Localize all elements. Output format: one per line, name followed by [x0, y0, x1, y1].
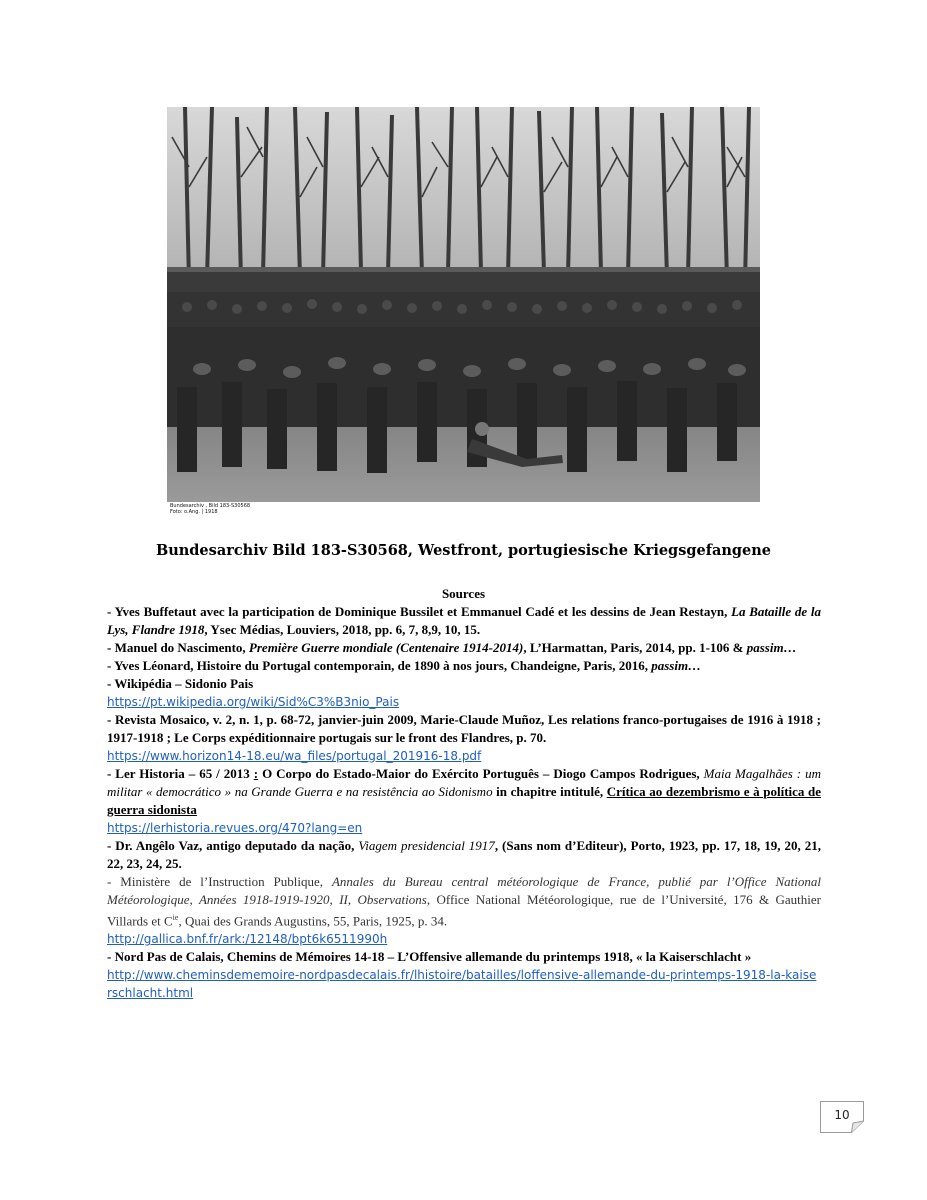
ref-text: , Office National Météorologique, rue de l’Université, 176 & Gauthier Villards et C [107, 892, 821, 929]
ref-title: Annales du Bureau central météorologique de France, publié par l’Office National Météorologique, Années 1918-1919-1920, II, Observations [107, 874, 821, 907]
reference-item [107, 747, 821, 765]
reference-item [107, 675, 821, 693]
ref-text: : [253, 766, 259, 781]
ref-text: - Wikipédia – Sidonio Pais [107, 676, 254, 691]
photo-credit [170, 503, 250, 515]
ref-text: - Nord Pas de Calais, Chemins de Mémoires 14-18 – L’Offensive allemande du printemps 1918, « la Kaiserschlacht » [107, 949, 752, 965]
reference-item [107, 639, 821, 657]
page-number-box [820, 1101, 864, 1133]
reference-item [107, 948, 821, 966]
ref-text: ie [172, 913, 179, 922]
ref-text: , Ysec Médias, Louviers, 2018, pp. 6, 7, 8,9, 10, 15. [204, 622, 481, 637]
reference-item [107, 873, 821, 930]
reference-item [107, 966, 821, 1002]
ref-text: O Corpo do Estado-Maior do Exército Português – Diogo Campos Rodrigues, [258, 766, 704, 781]
photo-caption: Bundesarchiv Bild 183-S30568, Westfront, portugiesische Kriegsgefangene [155, 542, 772, 559]
reference-link[interactable]: http://gallica.bnf.fr/ark:/12148/bpt6k6511990h [107, 932, 388, 947]
ref-text: - Yves Buffetaut avec la participation de Dominique Bussilet et Emmanuel Cadé et les dessins de Jean Restayn, [107, 604, 732, 619]
sources-list [107, 603, 821, 1002]
reference-link[interactable]: https://www.horizon14-18.eu/wa_files/portugal_201916-18.pdf [107, 749, 482, 763]
page-number: 10 [834, 1108, 850, 1122]
ref-title: Viagem presidencial 1917 [358, 838, 495, 853]
ref-title: La Bataille de la Lys, Flandre 1918 [107, 604, 821, 637]
ref-text: - Dr. Angêlo Vaz, antigo deputado da nação, [107, 838, 359, 853]
photo-credit-line: Foto: o.Ang. | 1918 [170, 509, 218, 515]
ref-text: - Ler Historia – 65 / 2013 [107, 766, 254, 781]
photo-credit-line: Bundesarchiv , Bild 183-S30568 [170, 503, 251, 509]
ref-text: passim… [651, 658, 702, 673]
ref-text: - Revista Mosaico, v. 2, n. 1, p. 68-72, janvier-juin 2009, Marie-Claude Muñoz, Les relations franco-portugaises de 1916 à 1918 ; 1917-1918 ; Le Corps expéditionnaire portugais sur le front des Flandres, p. 70. [107, 712, 821, 745]
reference-item [107, 603, 821, 639]
ref-text: in chapitre intitulé, [492, 784, 607, 799]
historical-photo [167, 107, 760, 502]
reference-link[interactable]: https://lerhistoria.revues.org/470?lang=en [107, 821, 363, 835]
ref-title: Première Guerre mondiale (Centenaire 1914-2014) [248, 640, 524, 655]
reference-link[interactable]: http://www.cheminsdememoire-nordpasdecalais.fr/lhistoire/batailles/loffensive-allemande-du-printemps-1918-la-kaiserschlacht.html [107, 968, 817, 1001]
ref-text: - Yves Léonard, Histoire du Portugal contemporain, de 1890 à nos jours, Chandeigne, Paris, 2016, [107, 658, 652, 673]
sources-heading: Sources [441, 586, 486, 601]
ref-text: , L’Harmattan, Paris, 2014, pp. 1-106 & [523, 640, 747, 655]
reference-item [107, 711, 821, 747]
reference-link[interactable]: https://pt.wikipedia.org/wiki/Sid%C3%B3nio_Pais [107, 695, 400, 709]
reference-item [107, 657, 821, 675]
ref-title: Maia Magalhães : um militar « democrático » na Grande Guerra e na resistência ao Sidonismo [107, 766, 821, 799]
ref-text: - Ministère de l’Instruction Publique, [107, 874, 332, 889]
reference-item [107, 765, 821, 819]
ref-text: passim… [746, 640, 797, 655]
reference-item [107, 819, 821, 837]
reference-item [107, 693, 821, 711]
ref-text: , Quai des Grands Augustins, 55, Paris, 1925, p. 34. [178, 913, 448, 929]
ref-text: , (Sans nom d’Editeur), Porto, 1923, pp. 17, 18, 19, 20, 21, 22, 23, 24, 25. [107, 838, 821, 871]
ref-text: - Manuel do Nascimento, [107, 640, 249, 655]
reference-item [107, 837, 821, 873]
reference-item [107, 930, 821, 948]
ref-chapter-title: Crítica ao dezembrismo e à política de guerra sidonista [107, 784, 821, 817]
